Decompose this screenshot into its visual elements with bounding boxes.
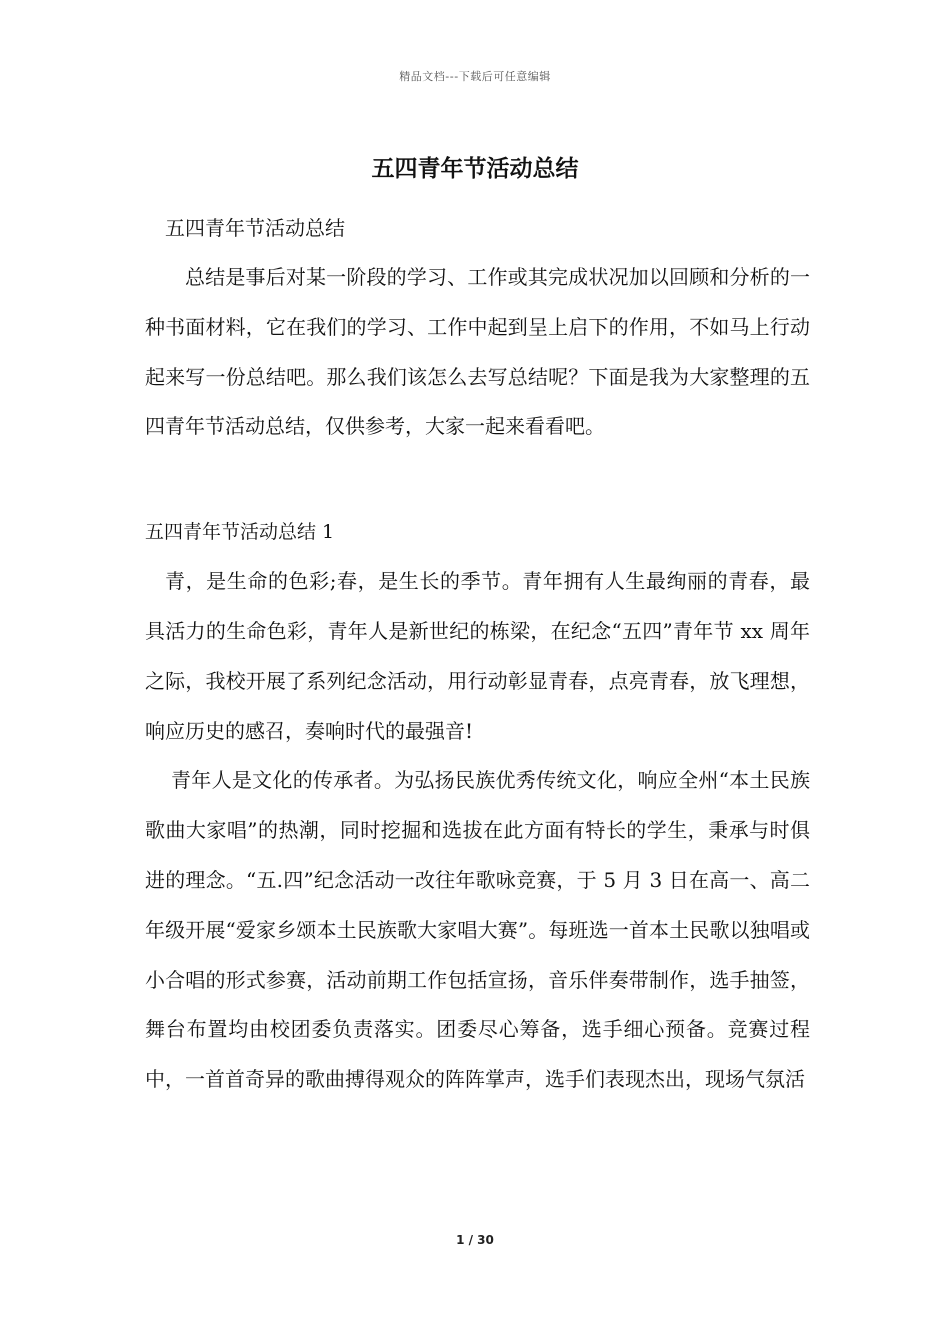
section-heading: 五四青年节活动总结 1 [145, 521, 335, 544]
body-paragraph: 青，是生命的色彩;春，是生长的季节。青年拥有人生最绚丽的青春，最具活力的生命色彩，青年人是新世纪的栋梁，在纪念“五四”青年节 xx 周年之际，我校开展了系列纪念活动，用行动彰显青春，点亮青春，放飞理想，响应历史的感召，奏响时代的最强音! [145, 569, 810, 743]
document-body [145, 204, 810, 1105]
document-subtitle: 五四青年节活动总结 [165, 216, 345, 240]
intro-paragraph: 总结是事后对某一阶段的学习、工作或其完成状况加以回顾和分析的一种书面材料，它在我们的学习、工作中起到呈上启下的作用，不如马上行动起来写一份总结吧。那么我们该怎么去写总结呢？下面是我为大家整理的五四青年节活动总结，仅供参考，大家一起来看看吧。 [145, 265, 810, 439]
page-number: 1 / 30 [456, 1233, 494, 1247]
document-title: 五四青年节活动总结 [371, 156, 579, 182]
body-paragraph: 青年人是文化的传承者。为弘扬民族优秀传统文化，响应全州“本土民族歌曲大家唱”的热潮，同时挖掘和选拔在此方面有特长的学生，秉承与时俱进的理念。“五.四”纪念活动一改往年歌咏竞赛，于 5 月 3 日在高一、高二年级开展“爱家乡颂本土民族歌大家唱大赛”。每班选一首本土民歌以独唱或小合唱的形式参赛，活动前期工作包括宣扬，音乐伴奏带制作，选手抽签，舞台布置均由校团委负责落实。团委尽心筹备，选手细心预备。竞赛过程中，一首首奇异的歌曲搏得观众的阵阵掌声，选手们表现杰出，现场气氛活 [145, 768, 810, 1092]
page-header: 精品文档---下载后可任意编辑 [399, 70, 551, 83]
